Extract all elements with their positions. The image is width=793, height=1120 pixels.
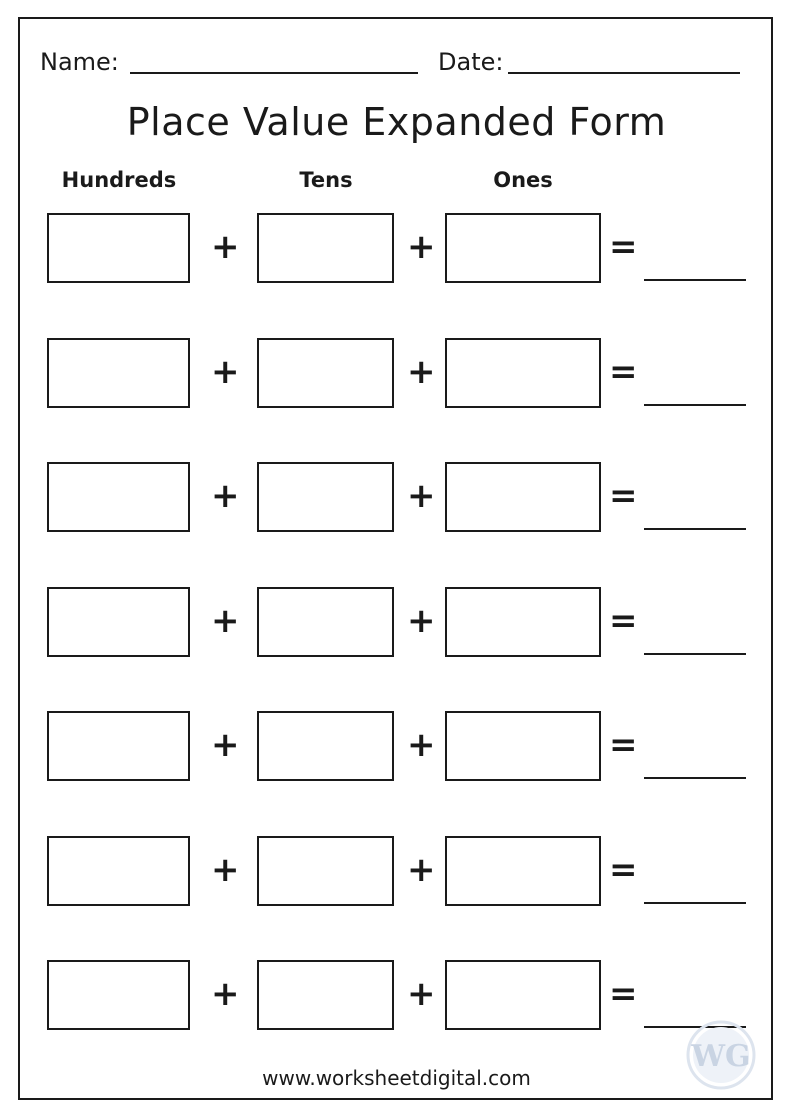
- exercise-row: [0, 836, 793, 906]
- answer-line[interactable]: [644, 653, 746, 655]
- answer-line[interactable]: [644, 528, 746, 530]
- hundreds-box[interactable]: [47, 711, 190, 781]
- answer-line[interactable]: [644, 777, 746, 779]
- answer-line[interactable]: [644, 902, 746, 904]
- plus-sign: +: [407, 601, 436, 641]
- equals-sign: =: [609, 476, 638, 516]
- exercise-row: [0, 338, 793, 408]
- ones-box[interactable]: [445, 960, 601, 1030]
- plus-sign: +: [407, 850, 436, 890]
- plus-sign: +: [407, 725, 436, 765]
- ones-box[interactable]: [445, 462, 601, 532]
- tens-box[interactable]: [257, 960, 394, 1030]
- name-label: Name:: [40, 48, 119, 76]
- exercise-row: [0, 462, 793, 532]
- plus-sign: +: [211, 227, 240, 267]
- ones-box[interactable]: [445, 587, 601, 657]
- plus-sign: +: [407, 476, 436, 516]
- hundreds-box[interactable]: [47, 338, 190, 408]
- exercise-row: [0, 587, 793, 657]
- plus-sign: +: [407, 352, 436, 392]
- tens-box[interactable]: [257, 587, 394, 657]
- exercise-row: [0, 711, 793, 781]
- ones-box[interactable]: [445, 338, 601, 408]
- answer-line[interactable]: [644, 404, 746, 406]
- ones-box[interactable]: [445, 213, 601, 283]
- ones-box[interactable]: [445, 836, 601, 906]
- plus-sign: +: [211, 974, 240, 1014]
- plus-sign: +: [407, 974, 436, 1014]
- tens-box[interactable]: [257, 711, 394, 781]
- plus-sign: +: [211, 601, 240, 641]
- svg-text:WG: WG: [691, 1039, 751, 1074]
- hundreds-box[interactable]: [47, 960, 190, 1030]
- footer-url: www.worksheetdigital.com: [262, 1066, 531, 1090]
- equals-sign: =: [609, 601, 638, 641]
- tens-box[interactable]: [257, 338, 394, 408]
- exercise-row: [0, 213, 793, 283]
- equals-sign: =: [609, 352, 638, 392]
- name-field[interactable]: [130, 72, 418, 74]
- exercise-row: [0, 960, 793, 1030]
- equals-sign: =: [609, 850, 638, 890]
- ones-box[interactable]: [445, 711, 601, 781]
- column-header-hundreds: Hundreds: [61, 168, 177, 192]
- plus-sign: +: [211, 352, 240, 392]
- plus-sign: +: [211, 476, 240, 516]
- tens-box[interactable]: [257, 213, 394, 283]
- column-header-tens: Tens: [299, 168, 353, 192]
- date-field[interactable]: [508, 72, 740, 74]
- equals-sign: =: [609, 725, 638, 765]
- tens-box[interactable]: [257, 462, 394, 532]
- plus-sign: +: [211, 725, 240, 765]
- hundreds-box[interactable]: [47, 587, 190, 657]
- plus-sign: +: [211, 850, 240, 890]
- hundreds-box[interactable]: [47, 213, 190, 283]
- watermark-logo: [686, 1020, 756, 1090]
- equals-sign: =: [609, 227, 638, 267]
- hundreds-box[interactable]: [47, 462, 190, 532]
- date-label: Date:: [438, 48, 504, 76]
- hundreds-box[interactable]: [47, 836, 190, 906]
- answer-line[interactable]: [644, 279, 746, 281]
- worksheet-title: Place Value Expanded Form: [126, 100, 667, 144]
- equals-sign: =: [609, 974, 638, 1014]
- column-header-ones: Ones: [493, 168, 553, 192]
- tens-box[interactable]: [257, 836, 394, 906]
- plus-sign: +: [407, 227, 436, 267]
